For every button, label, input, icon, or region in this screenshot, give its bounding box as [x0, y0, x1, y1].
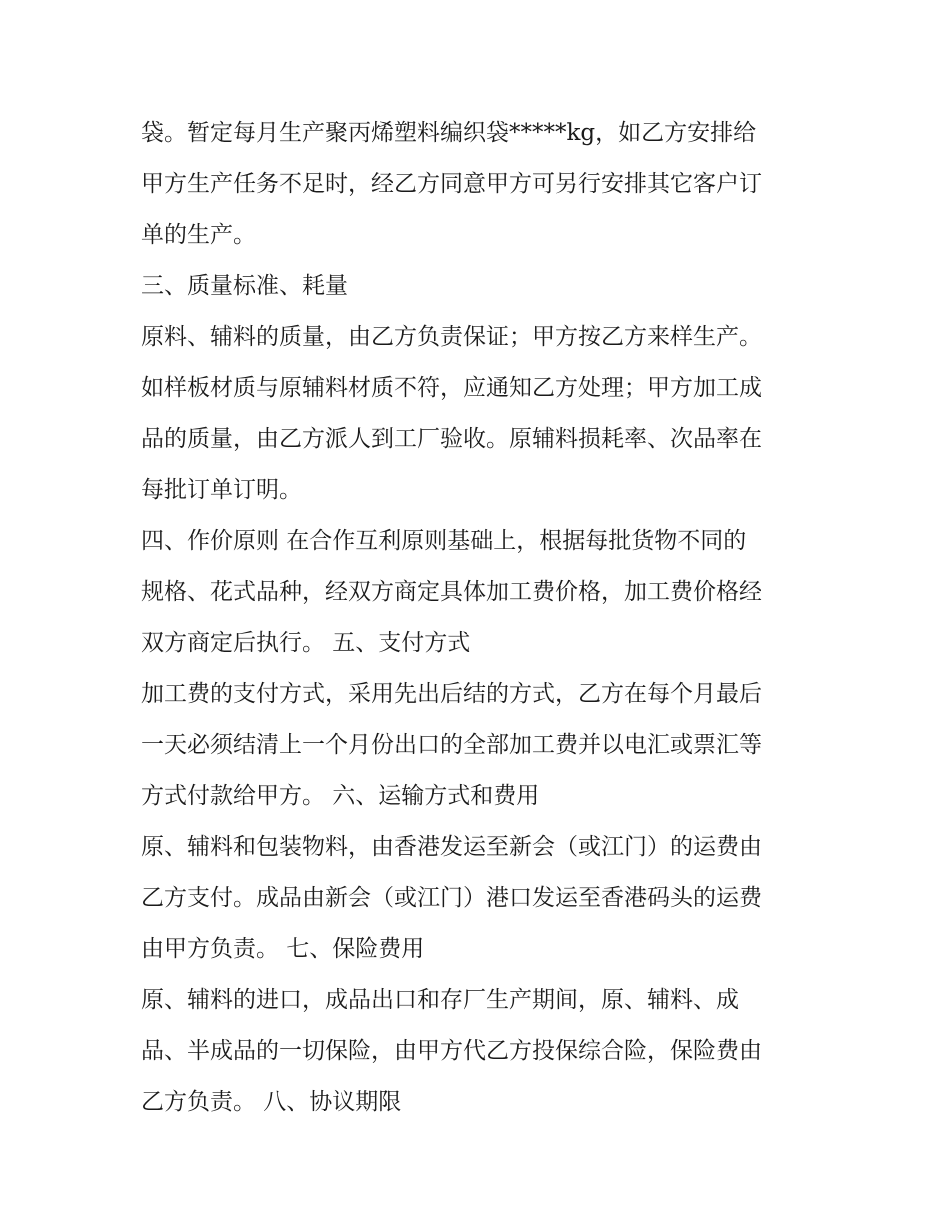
text-line: 一天必须结清上一个月份出口的全部加工费并以电汇或票汇等	[141, 732, 762, 758]
section-heading-quality: 三、质量标准、耗量	[141, 273, 348, 299]
text-line: 规格、花式品种，经双方商定具体加工费价格，加工费价格经	[141, 579, 762, 605]
text-line: 原料、辅料的质量，由乙方负责保证；甲方按乙方来样生产。	[141, 324, 762, 350]
text-line: 甲方生产任务不足时，经乙方同意甲方可另行安排其它客户订	[141, 171, 762, 197]
text-line: 如样板材质与原辅料材质不符，应通知乙方处理；甲方加工成	[141, 375, 762, 401]
text-line: 品、半成品的一切保险，由甲方代乙方投保综合险，保险费由	[141, 1038, 762, 1064]
text-line: 方式付款给甲方。 六、运输方式和费用	[141, 783, 540, 809]
text-line: 每批订单订明。	[141, 477, 302, 503]
text-line: 乙方负责。 八、协议期限	[141, 1089, 402, 1115]
text-line: 乙方支付。成品由新会（或江门）港口发运至香港码头的运费	[141, 885, 762, 911]
contract-text-body	[141, 108, 821, 1128]
text-line: 双方商定后执行。 五、支付方式	[141, 630, 471, 656]
text-line: 由甲方负责。 七、保险费用	[141, 936, 425, 962]
section-heading-pricing: 四、作价原则 在合作互利原则基础上，根据每批货物不同的	[141, 528, 747, 554]
text-line: 原、辅料的进口，成品出口和存厂生产期间，原、辅料、成	[141, 987, 739, 1013]
text-line: 原、辅料和包装物料，由香港发运至新会（或江门）的运费由	[141, 834, 762, 860]
text-line: 品的质量，由乙方派人到工厂验收。原辅料损耗率、次品率在	[141, 426, 762, 452]
text-line: 袋。暂定每月生产聚丙烯塑料编织袋*****kg，如乙方安排给	[141, 120, 757, 146]
text-line: 加工费的支付方式，采用先出后结的方式，乙方在每个月最后	[141, 681, 762, 707]
text-line: 单的生产。	[141, 222, 256, 248]
